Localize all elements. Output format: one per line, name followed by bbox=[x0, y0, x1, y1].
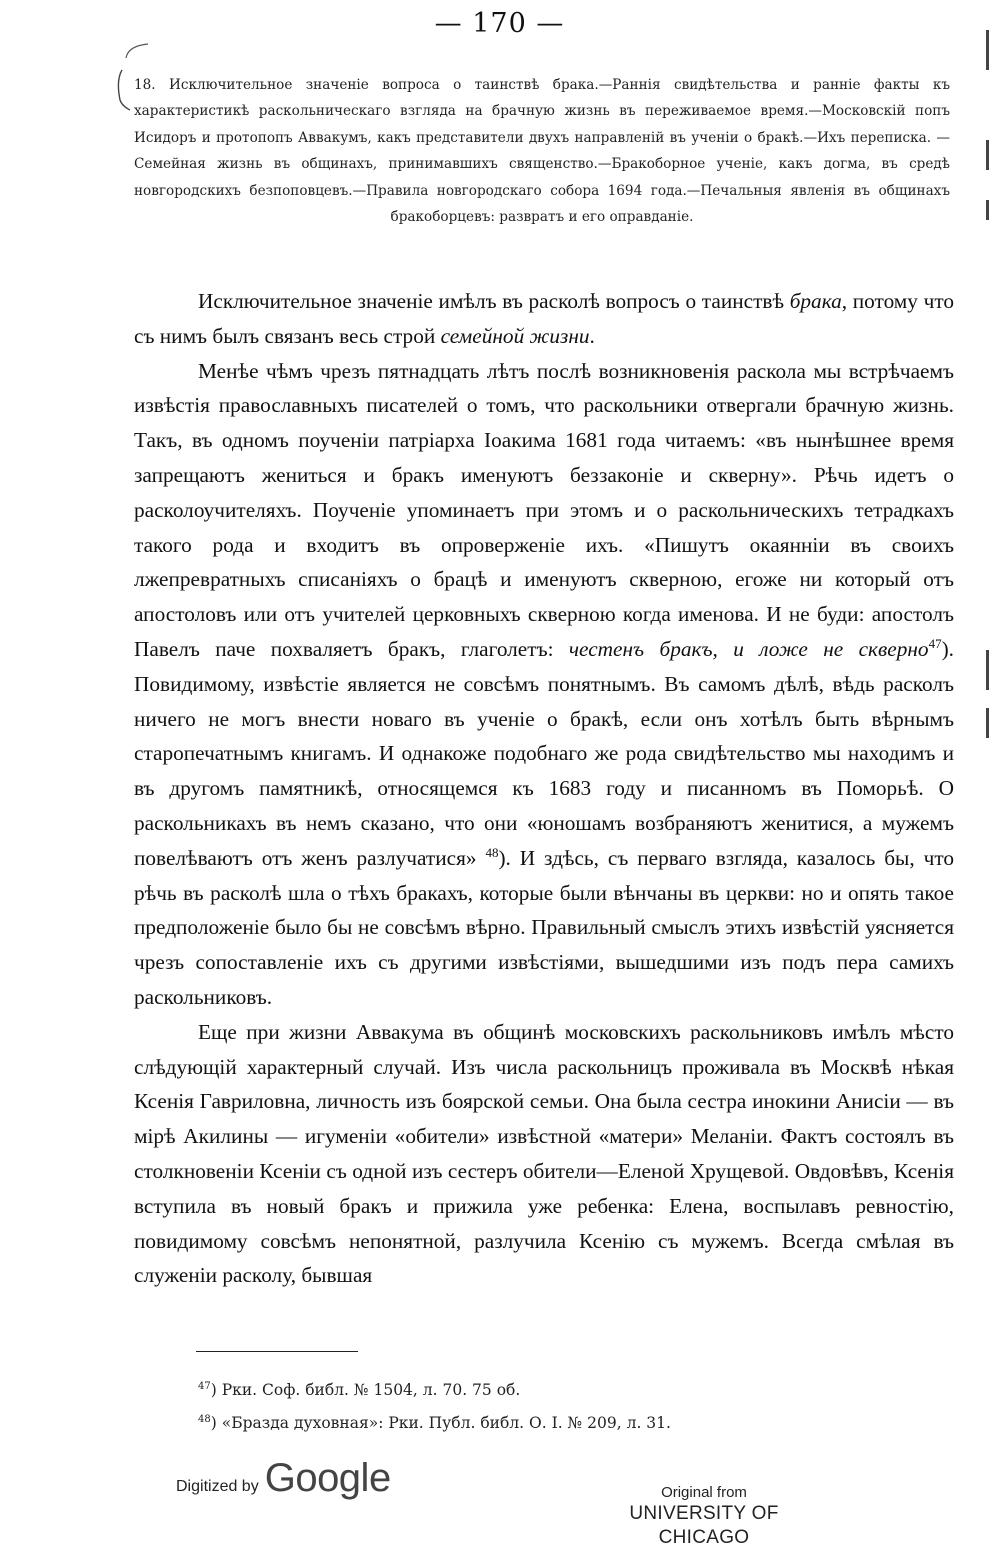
page-number: — 170 — bbox=[434, 8, 565, 39]
university-name: UNIVERSITY OF CHICAGO bbox=[629, 1503, 779, 1548]
footnote-text: ) «Бразда духовная»: Рки. Публ. библ. О. I. № 209, л. 31. bbox=[210, 1414, 671, 1433]
emphasis: брака bbox=[789, 289, 842, 313]
text-run: , потому что съ нимъ былъ связанъ весь строй bbox=[134, 289, 954, 348]
footnote-47 bbox=[198, 1372, 898, 1405]
paragraph-3 bbox=[134, 1015, 954, 1293]
text-run: Еще при жизни Аввакума въ общинѣ московскихъ раскольниковъ имѣлъ мѣсто слѣдующій характерный случай. Изъ числа раскольницъ проживала въ Москвѣ нѣкая Ксенія Гавриловна, личность изъ боярской семьи. Она была сестра инокини Анисіи — въ мірѣ Акилины — игуменіи «обители» извѣстной «матери» Меланіи. Фактъ состоялъ въ столкновеніи Ксеніи съ одной изъ сестеръ обители—Еленой Хрущевой. Овдовѣвъ, Ксенія вступила въ новый бракъ и прижила уже ребенка: Елена, воспылавъ ревностію, повидимому совсѣмъ непонятной, разлучила Ксенію съ мужемъ. Всегда смѣлая въ служеніи расколу, бывшая bbox=[134, 1019, 954, 1288]
footnotes bbox=[198, 1372, 898, 1438]
text-run: . bbox=[589, 323, 595, 348]
paragraph-1 bbox=[134, 284, 954, 354]
text-run: ). Повидимому, извѣстіе является не совсѣмъ понятнымъ. Въ самомъ дѣлѣ, вѣдь расколъ ничего не могъ внести новаго въ ученіе о бракѣ, если онъ хотѣлъ быть вѣрнымъ старопечатнымъ книгамъ. И однакоже подобнаго же рода свидѣтельство мы находимъ и въ другомъ памятникѣ, относящемся къ 1683 году и писанномъ въ Поморьѣ. О раскольникахъ въ немъ сказано, что они «юношамъ возбраняютъ женитися, а мужемъ повелѣваютъ отъ женъ разлучатися» bbox=[134, 636, 954, 870]
body-text bbox=[134, 284, 954, 1293]
text-run: Исключительное значеніе имѣлъ въ расколѣ вопросъ о таинствѣ bbox=[198, 289, 790, 313]
original-label: Original from bbox=[661, 1484, 747, 1501]
text-run: Менѣе чѣмъ чрезъ пятнадцать лѣтъ послѣ возникновенія раскола мы встрѣчаемъ извѣстія православныхъ писателей о томъ, что раскольники отвергали брачную жизнь. Такъ, въ одномъ поученіи патріарха Іоакима 1681 года читаемъ: «въ нынѣшнее время запрещаютъ жениться и бракъ именуютъ беззаконіе и скверну». Рѣчь идетъ о расколоучителяхъ. Поученіе упоминаетъ при этомъ и о раскольническихъ тетрадкахъ такого рода и входитъ въ опроверженіе ихъ. «Пишутъ окаяннiи въ своихъ лжепревратныхъ списаніяхъ о брацѣ и именуютъ скверною, егоже ни который отъ апостоловъ или отъ учителей церковныхъ скверною когда именова. И не буди: апостолъ Павелъ паче похваляетъ бракъ, глаголетъ: bbox=[134, 358, 954, 661]
margin-scan-mark bbox=[986, 708, 989, 738]
chapter-summary bbox=[134, 72, 950, 230]
digitized-by-watermark bbox=[176, 1456, 391, 1501]
google-logo: Google bbox=[264, 1456, 391, 1500]
margin-scan-mark bbox=[986, 650, 989, 690]
summary-text: 18. Исключительное значеніе вопроса о таинствѣ брака.—Раннія свидѣтельства и раннiе факты къ характеристикѣ раскольническаго взгляда на брачную жизнь въ переживаемое время.—Московскій попъ Исидоръ и протопопъ Аввакумъ, какъ представители двухъ направленій въ ученіи о бракѣ.—Ихъ переписка. — Семейная жизнь въ общинахъ, принимавшихъ священство.—Бракоборное ученіе, какъ догма, въ средѣ новгородскихъ безпоповцевъ.—Правила новгородскаго собора 1694 года.—Печальныя явленія въ общинахъ бракоборцевъ: развратъ и его оправданіе. bbox=[134, 77, 950, 226]
footnote-ref: 48 bbox=[485, 844, 499, 860]
footnote-ref: 47 bbox=[928, 635, 942, 651]
emphasis: семейной жизни bbox=[440, 323, 590, 348]
emphasis: честенъ бракъ, и ложе не скверно bbox=[568, 636, 929, 661]
original-from-watermark bbox=[584, 1484, 824, 1550]
footnote-mark: 48 bbox=[198, 1414, 211, 1426]
footnote-48 bbox=[198, 1405, 898, 1438]
text-run: ). И здѣсь, съ перваго взгляда, казалось бы, что рѣчь въ расколѣ шла о тѣхъ бракахъ, которые были вѣнчаны въ церкви: но и опять такое предположеніе было бы не совсѣмъ вѣрно. Правильный смыслъ этихъ извѣстій уясняется чрезъ сопоставленіе ихъ съ другими извѣстіями, вышедшими изъ подъ пера самихъ раскольниковъ. bbox=[134, 845, 954, 1009]
footnote-divider bbox=[196, 1351, 358, 1352]
margin-scan-mark bbox=[986, 140, 989, 170]
footnote-text: ) Рки. Соф. библ. № 1504, л. 70. 75 об. bbox=[210, 1381, 521, 1400]
digitized-label: Digitized by bbox=[176, 1478, 259, 1495]
margin-scan-mark bbox=[986, 30, 989, 70]
footnote-mark: 47 bbox=[198, 1381, 211, 1392]
margin-scan-mark bbox=[986, 200, 989, 220]
paragraph-2 bbox=[134, 354, 954, 1015]
